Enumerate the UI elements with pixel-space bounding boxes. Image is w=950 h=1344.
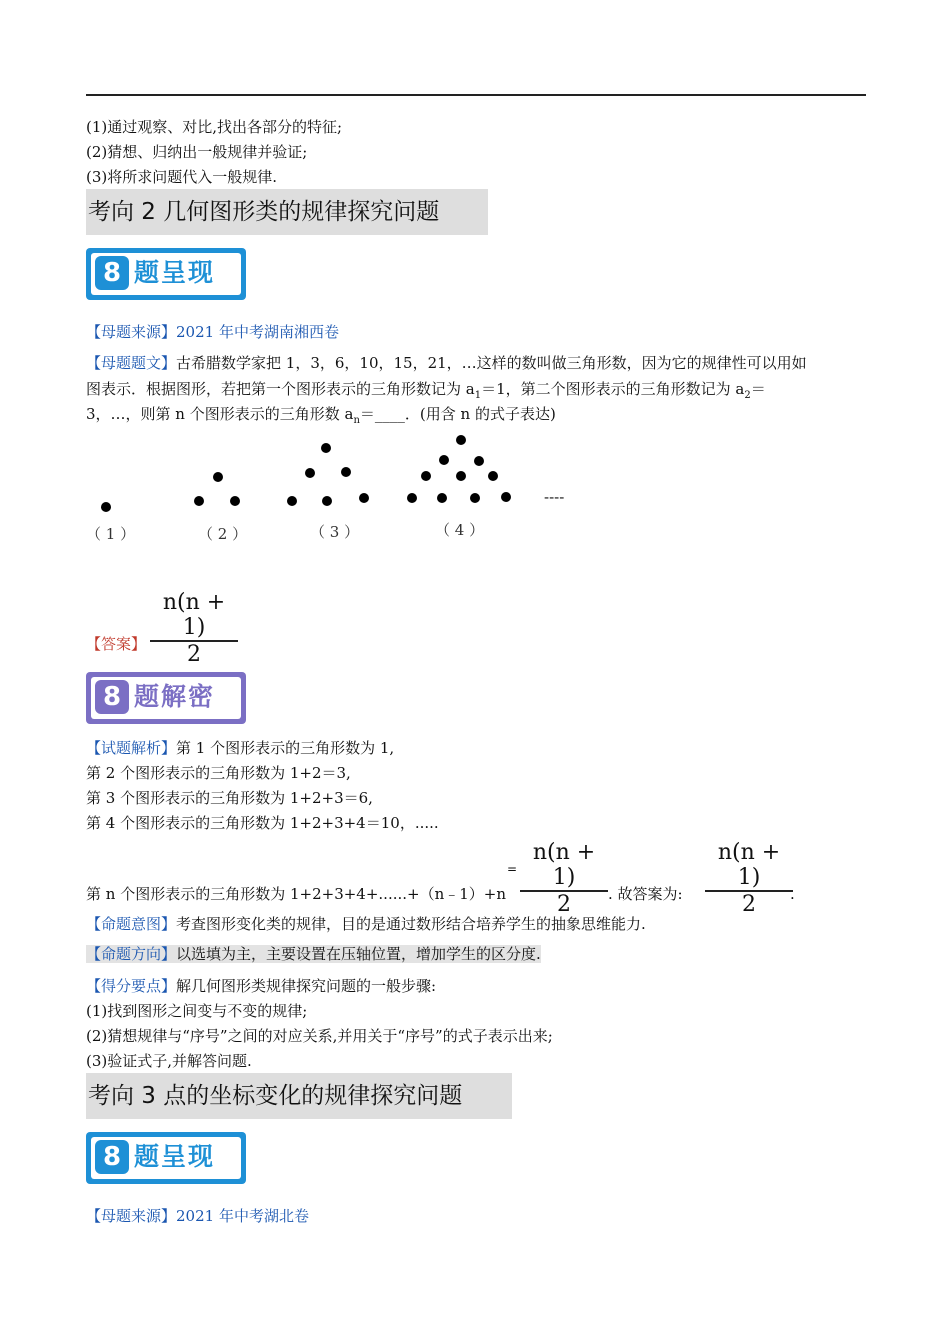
dot [470,493,480,503]
banner-badge-icon: 8 [95,680,129,714]
step-2: (2)猜想、归纳出一般规律并验证; [86,143,308,161]
problem-line-1: 【母题题文】古希腊数学家把 1，3，6，10，15，21，…这样的数叫做三角形数，因为它的规律性可以用如 [86,354,807,372]
analysis-line-4: 第 4 个图形表示的三角形数为 1+2+3+4＝10，..... [86,814,439,832]
dot [194,496,204,506]
analysis-line-1: 【试题解析】第 1 个图形表示的三角形数为 1, [86,739,395,757]
dot [421,471,431,481]
banner-badge-icon: 8 [95,1140,129,1174]
answer-fraction: n(n + 1) 2 [150,590,238,667]
dot [456,471,466,481]
banner-badge-icon: 8 [95,256,129,290]
dot [501,492,511,502]
analysis-conclusion: . 故答案为: [608,885,683,903]
points-line: 【得分要点】解几何图形类规律探究问题的一般步骤: [86,977,437,995]
header-rule [86,94,866,96]
step-3: (3)将所求问题代入一般规律. [86,168,278,186]
figure-label-4: （ 4 ） [435,521,485,539]
dot [488,471,498,481]
analysis-end: . [790,885,795,903]
banner-text: 题呈现 [134,1142,216,1171]
points-step-3: (3)验证式子,并解答问题. [86,1052,252,1070]
section-heading-2: 考向 2 几何图形类的规律探究问题 [86,189,488,235]
dot [322,496,332,506]
dot [321,443,331,453]
dot [456,435,466,445]
dot [474,456,484,466]
banner-problem-solve [86,672,246,724]
source-2: 【母题来源】2021 年中考湖北卷 [86,1207,309,1225]
points-step-2: (2)猜想规律与“序号”之间的对应关系,并用关于“序号”的式子表示出来; [86,1027,553,1045]
dot [213,472,223,482]
answer-tag: 【答案】 [86,635,147,653]
intent-line: 【命题意图】考查图形变化类的规律，目的是通过数形结合培养学生的抽象思维能力. [86,915,646,933]
analysis-line-3: 第 3 个图形表示的三角形数为 1+2+3＝6, [86,789,373,807]
dot [341,467,351,477]
dot [101,502,111,512]
figure-label-1: （ 1 ） [86,525,136,543]
problem-line-3: 3，…，则第 n 个图形表示的三角形数 $a_n=\_\_\_\_$．(用含 n 的式子表达) [86,405,556,426]
section-heading-3: 考向 3 点的坐标变化的规律探究问题 [86,1073,512,1119]
dot [230,496,240,506]
points-step-1: (1)找到图形之间变与不变的规律; [86,1002,308,1020]
banner-text: 题呈现 [134,258,216,287]
banner-problem-show [86,248,246,300]
source-1: 【母题来源】2021 年中考湖南湘西卷 [86,323,339,341]
dot [439,455,449,465]
direction-line: 【命题方向】以选填为主，主要设置在压轴位置，增加学生的区分度. [86,945,541,963]
final-answer-fraction: n(n + 1) 2 [705,840,793,917]
dot [287,496,297,506]
figure-label-2: （ 2 ） [198,525,248,543]
analysis-line-2: 第 2 个图形表示的三角形数为 1+2＝3, [86,764,351,782]
figure-continuation: ---- [544,488,565,506]
banner-text: 题解密 [134,682,216,711]
dot [407,493,417,503]
figure-label-3: （ 3 ） [310,523,360,541]
dot [359,493,369,503]
problem-line-2: 图表示．根据图形，若把第一个图形表示的三角形数记为 $a_1=1$，第二个图形表示的三角形数记为 $a_2=$ [86,380,766,401]
analysis-line-5: 第 n 个图形表示的三角形数为 1+2+3+4+......+（n﹣1）+n [86,885,507,903]
analysis-fraction: n(n + 1) 2 [520,840,608,917]
step-1: (1)通过观察、对比,找出各部分的特征; [86,118,343,136]
equals-sign: = [507,862,518,876]
dot [305,468,315,478]
banner-problem-show-2 [86,1132,246,1184]
dot [437,493,447,503]
